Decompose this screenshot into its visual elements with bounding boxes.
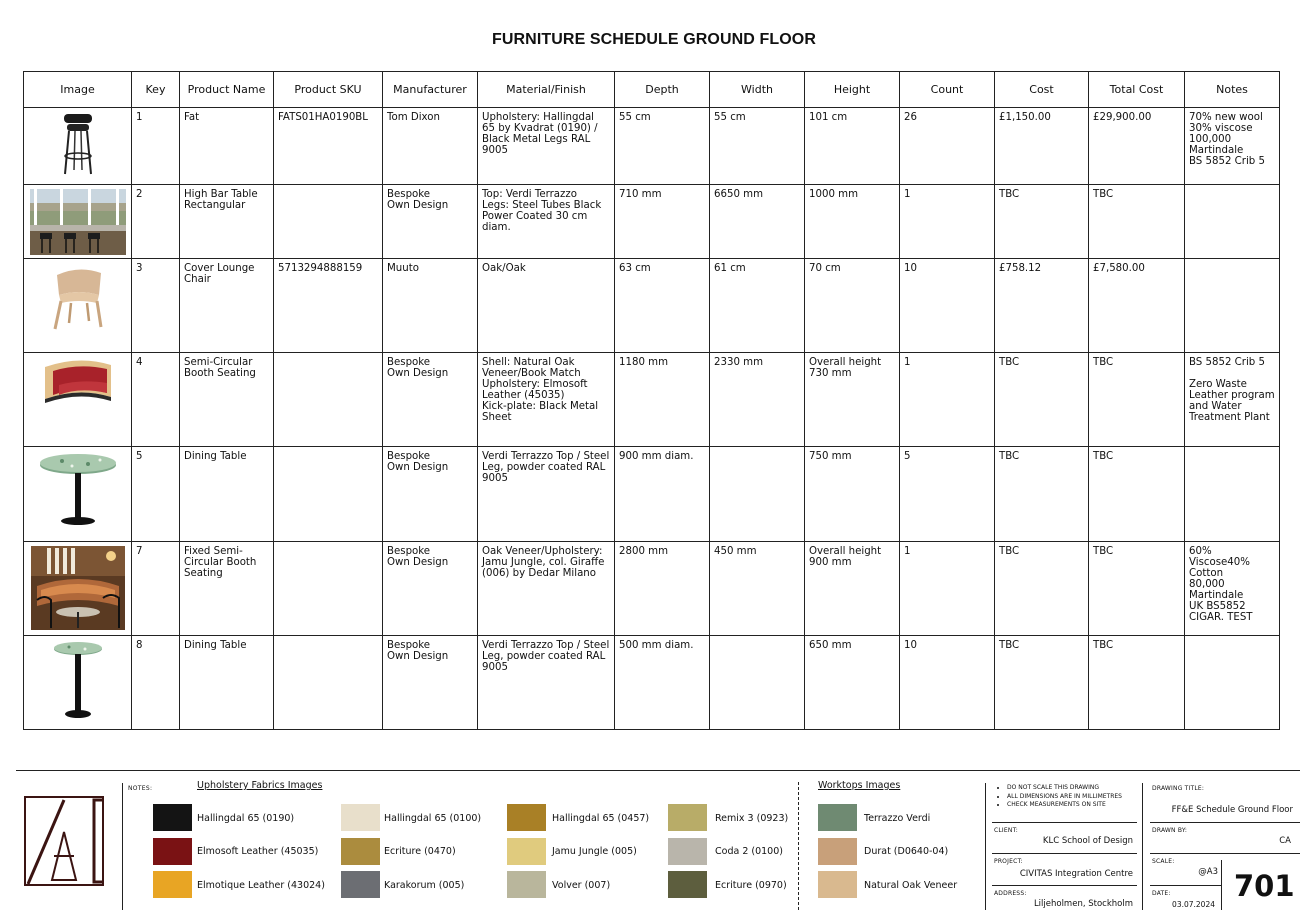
fabric-label: Coda 2 (0100) (715, 846, 783, 857)
height-cell: 70 cm (805, 259, 900, 353)
key-cell: 4 (132, 353, 180, 447)
fabric-swatch (507, 871, 546, 898)
manufacturer-cell: Tom Dixon (383, 108, 478, 185)
product-image-cell (24, 259, 132, 353)
total-cost-cell: £29,900.00 (1089, 108, 1185, 185)
fabric-label: Karakorum (005) (384, 880, 465, 891)
product-sku-cell: 5713294888159 (274, 259, 383, 353)
notes-cell (1185, 185, 1280, 259)
bar-table-photo (30, 189, 126, 255)
key-cell: 2 (132, 185, 180, 259)
worktop-swatch (818, 804, 857, 831)
drawing-note: • ALL DIMENSIONS ARE IN MILLIMETRES (1007, 793, 1122, 802)
bar-stool-image (58, 112, 98, 176)
drawing-title-label: DRAWING TITLE: (1152, 785, 1205, 792)
height-cell: 101 cm (805, 108, 900, 185)
fabric-swatch (507, 804, 546, 831)
notes-label: NOTES: (128, 785, 153, 792)
notes-cell (1185, 636, 1280, 730)
scale-label: SCALE: (1152, 858, 1175, 865)
fabric-label: Jamu Jungle (005) (552, 846, 637, 857)
product-name-cell: Dining Table (180, 636, 274, 730)
column-header: Cost (995, 72, 1089, 108)
drawing-notes-list (997, 784, 1122, 810)
key-cell: 5 (132, 447, 180, 542)
fabric-label: Remix 3 (0923) (715, 813, 789, 824)
column-header: Image (24, 72, 132, 108)
table-row (24, 259, 1280, 353)
product-sku-cell (274, 447, 383, 542)
address-label: ADDRESS: (994, 890, 1027, 897)
column-header: Product SKU (274, 72, 383, 108)
product-name-cell: Semi-Circular Booth Seating (180, 353, 274, 447)
column-header: Total Cost (1089, 72, 1185, 108)
cost-cell: TBC (995, 353, 1089, 447)
total-cost-cell: TBC (1089, 185, 1185, 259)
width-cell (710, 447, 805, 542)
notes-cell: 60% Viscose40% Cotton 80,000 Martindale UK BS5852 CIGAR. TEST (1185, 542, 1280, 636)
key-cell: 7 (132, 542, 180, 636)
fabric-label: Ecriture (0970) (715, 880, 787, 891)
upholstery-section-title: Upholstery Fabrics Images (197, 780, 323, 791)
booth-seating-image (41, 357, 115, 407)
fabric-label: Elmosoft Leather (45035) (197, 846, 319, 857)
key-cell: 3 (132, 259, 180, 353)
column-header: Width (710, 72, 805, 108)
product-name-cell: High Bar Table Rectangular (180, 185, 274, 259)
fabric-swatch (668, 804, 707, 831)
total-cost-cell: TBC (1089, 447, 1185, 542)
table-row (24, 447, 1280, 542)
fabric-swatch (341, 871, 380, 898)
cost-cell: TBC (995, 447, 1089, 542)
column-header: Depth (615, 72, 710, 108)
page-title: FURNITURE SCHEDULE GROUND FLOOR (492, 31, 816, 48)
count-cell: 1 (900, 542, 995, 636)
fabric-label: Elmotique Leather (43024) (197, 880, 325, 891)
height-cell: 650 mm (805, 636, 900, 730)
cost-cell: TBC (995, 542, 1089, 636)
cost-cell: £758.12 (995, 259, 1089, 353)
depth-cell: 55 cm (615, 108, 710, 185)
count-cell: 10 (900, 259, 995, 353)
key-cell: 8 (132, 636, 180, 730)
depth-cell: 1180 mm (615, 353, 710, 447)
count-cell: 5 (900, 447, 995, 542)
manufacturer-cell: Bespoke Own Design (383, 636, 478, 730)
height-cell: Overall height 900 mm (805, 542, 900, 636)
worktop-swatch (818, 871, 857, 898)
fabric-label: Hallingdal 65 (0457) (552, 813, 650, 824)
column-header: Count (900, 72, 995, 108)
fabric-swatch (153, 838, 192, 865)
fabric-swatch (668, 838, 707, 865)
table-header-row (24, 72, 1280, 108)
count-cell: 1 (900, 353, 995, 447)
count-cell: 26 (900, 108, 995, 185)
depth-cell: 63 cm (615, 259, 710, 353)
depth-cell: 710 mm (615, 185, 710, 259)
material-cell: Oak/Oak (478, 259, 615, 353)
scale-value: @A3 (1198, 867, 1218, 877)
client-label: CLIENT: (994, 827, 1019, 834)
column-header: Manufacturer (383, 72, 478, 108)
footer-separator (122, 783, 123, 910)
manufacturer-cell: Muuto (383, 259, 478, 353)
drawing-number-separator (1221, 860, 1222, 910)
small-dining-table-image (51, 640, 105, 720)
product-name-cell: Fat (180, 108, 274, 185)
notes-cell (1185, 259, 1280, 353)
rule (1150, 853, 1300, 854)
product-sku-cell (274, 353, 383, 447)
material-cell: Top: Verdi Terrazzo Legs: Steel Tubes Black Power Coated 30 cm diam. (478, 185, 615, 259)
table-row (24, 636, 1280, 730)
furniture-schedule-table (23, 71, 1280, 730)
title-block-separator (985, 783, 986, 910)
notes-cell: BS 5852 Crib 5 Zero Waste Leather program and Water Treatment Plant (1185, 353, 1280, 447)
material-cell: Upholstery: Hallingdal 65 by Kvadrat (0190) / Black Metal Legs RAL 9005 (478, 108, 615, 185)
worktop-label: Terrazzo Verdi (864, 813, 931, 824)
width-cell (710, 636, 805, 730)
manufacturer-cell: Bespoke Own Design (383, 185, 478, 259)
depth-cell: 500 mm diam. (615, 636, 710, 730)
table-row (24, 185, 1280, 259)
footer-divider (16, 770, 1300, 771)
project-value: CIVITAS Integration Centre (1019, 869, 1133, 879)
height-cell: Overall height 730 mm (805, 353, 900, 447)
product-name-cell: Dining Table (180, 447, 274, 542)
product-sku-cell (274, 636, 383, 730)
restaurant-booth-photo (31, 546, 125, 630)
drawing-number: 701 (1234, 869, 1295, 903)
height-cell: 1000 mm (805, 185, 900, 259)
drawn-by-label: DRAWN BY: (1152, 827, 1188, 834)
footer-dashed-separator (798, 782, 799, 910)
key-cell: 1 (132, 108, 180, 185)
drawing-title-value: FF&E Schedule Ground Floor (1171, 805, 1293, 815)
notes-cell: 70% new wool 30% viscose 100,000 Martindale BS 5852 Crib 5 (1185, 108, 1280, 185)
dining-table-image (38, 451, 118, 527)
fabric-swatch (153, 871, 192, 898)
rule (992, 885, 1137, 886)
total-cost-cell: TBC (1089, 636, 1185, 730)
width-cell: 61 cm (710, 259, 805, 353)
studio-logo (24, 796, 104, 886)
worktop-label: Durat (D0640-04) (864, 846, 949, 857)
material-cell: Oak Veneer/Upholstery: Jamu Jungle, col. Giraffe (006) by Dedar Milano (478, 542, 615, 636)
product-image-cell (24, 108, 132, 185)
material-cell: Verdi Terrazzo Top / Steel Leg, powder coated RAL 9005 (478, 447, 615, 542)
manufacturer-cell: Bespoke Own Design (383, 542, 478, 636)
column-header: Height (805, 72, 900, 108)
notes-cell (1185, 447, 1280, 542)
drawing-note: • CHECK MEASUREMENTS ON SITE (1007, 801, 1122, 810)
cost-cell: TBC (995, 185, 1089, 259)
height-cell: 750 mm (805, 447, 900, 542)
lounge-chair-image (43, 263, 113, 333)
product-sku-cell: FATS01HA0190BL (274, 108, 383, 185)
product-name-cell: Cover Lounge Chair (180, 259, 274, 353)
worktop-swatch (818, 838, 857, 865)
address-value: Liljeholmen, Stockholm (1033, 899, 1133, 909)
depth-cell: 2800 mm (615, 542, 710, 636)
drawing-note: • DO NOT SCALE THIS DRAWING (1007, 784, 1122, 793)
count-cell: 10 (900, 636, 995, 730)
date-value: 03.07.2024 (1172, 900, 1215, 909)
product-name-cell: Fixed Semi-Circular Booth Seating (180, 542, 274, 636)
width-cell: 6650 mm (710, 185, 805, 259)
rule (992, 822, 1137, 823)
manufacturer-cell: Bespoke Own Design (383, 353, 478, 447)
column-header: Material/Finish (478, 72, 615, 108)
total-cost-cell: £7,580.00 (1089, 259, 1185, 353)
cost-cell: TBC (995, 636, 1089, 730)
table-row (24, 353, 1280, 447)
column-header: Notes (1185, 72, 1280, 108)
width-cell: 450 mm (710, 542, 805, 636)
table-row (24, 542, 1280, 636)
material-cell: Shell: Natural Oak Veneer/Book Match Upholstery: Elmosoft Leather (45035) Kick-plate: Black Metal Sheet (478, 353, 615, 447)
rule (1150, 885, 1221, 886)
project-label: PROJECT: (994, 858, 1023, 865)
client-value: KLC School of Design (1042, 836, 1133, 846)
title-block-separator (1142, 783, 1143, 910)
count-cell: 1 (900, 185, 995, 259)
fabric-swatch (341, 804, 380, 831)
fabric-swatch (668, 871, 707, 898)
fabric-label: Hallingdal 65 (0100) (384, 813, 482, 824)
cost-cell: £1,150.00 (995, 108, 1089, 185)
date-label: DATE: (1152, 890, 1171, 897)
product-image-cell (24, 542, 132, 636)
rule (992, 853, 1137, 854)
column-header: Product Name (180, 72, 274, 108)
fabric-swatch (341, 838, 380, 865)
column-header: Key (132, 72, 180, 108)
table-row (24, 108, 1280, 185)
worktop-label: Natural Oak Veneer (864, 880, 958, 891)
product-image-cell (24, 353, 132, 447)
width-cell: 55 cm (710, 108, 805, 185)
product-sku-cell (274, 185, 383, 259)
total-cost-cell: TBC (1089, 542, 1185, 636)
product-image-cell (24, 447, 132, 542)
depth-cell: 900 mm diam. (615, 447, 710, 542)
fabric-label: Volver (007) (552, 880, 611, 891)
width-cell: 2330 mm (710, 353, 805, 447)
fabric-label: Ecriture (0470) (384, 846, 456, 857)
fabric-swatch (507, 838, 546, 865)
drawn-by-value: CA (1279, 836, 1291, 846)
product-sku-cell (274, 542, 383, 636)
total-cost-cell: TBC (1089, 353, 1185, 447)
fabric-swatch (153, 804, 192, 831)
fabric-label: Hallingdal 65 (0190) (197, 813, 295, 824)
worktops-section-title: Worktops Images (818, 780, 901, 791)
rule (1150, 822, 1300, 823)
product-image-cell (24, 636, 132, 730)
material-cell: Verdi Terrazzo Top / Steel Leg, powder coated RAL 9005 (478, 636, 615, 730)
product-image-cell (24, 185, 132, 259)
manufacturer-cell: Bespoke Own Design (383, 447, 478, 542)
